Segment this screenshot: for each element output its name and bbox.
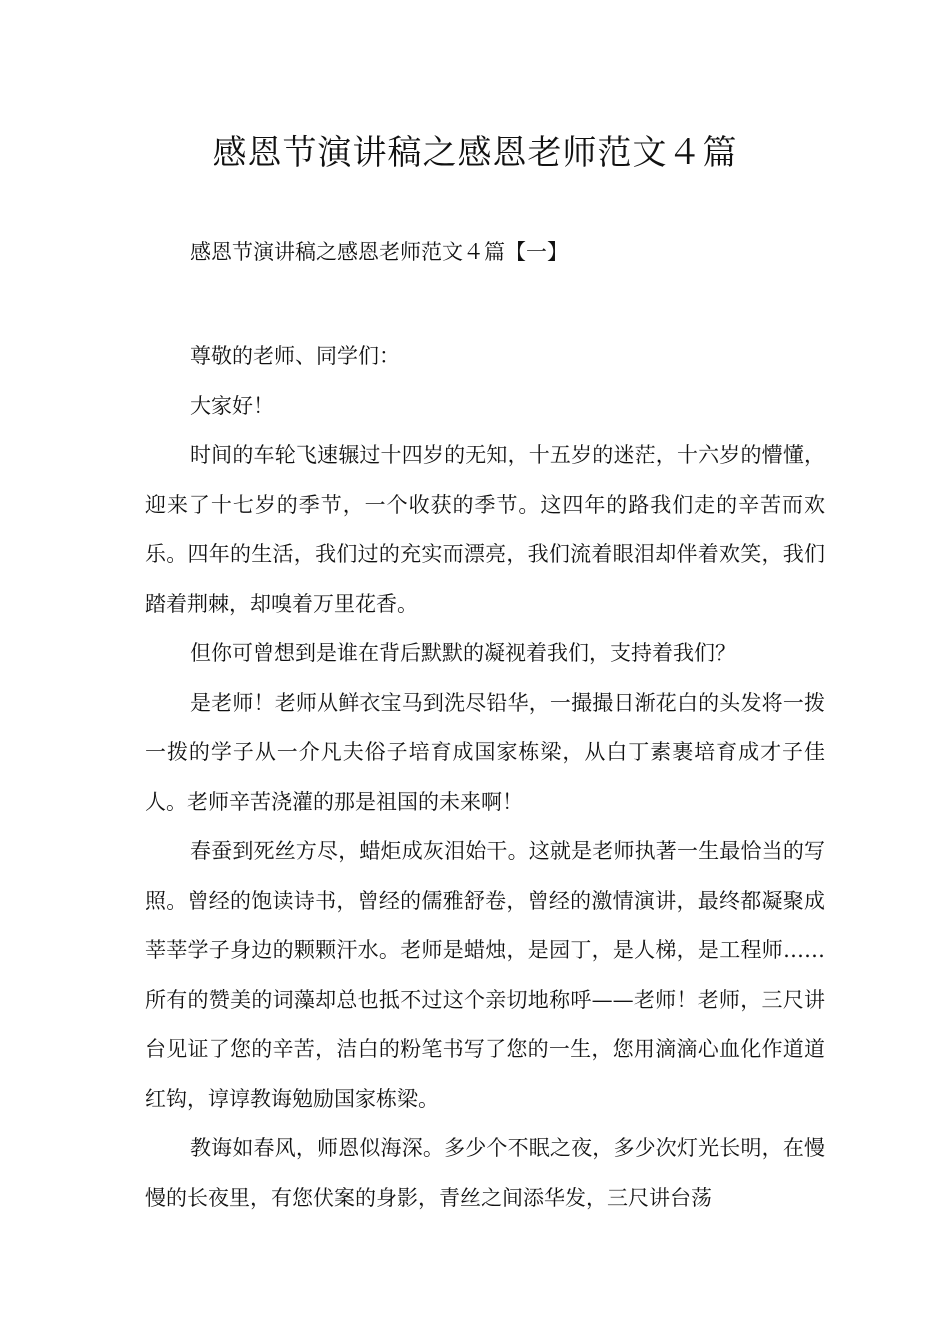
document-title: 感恩节演讲稿之感恩老师范文４篇: [212, 133, 738, 173]
paragraph: 教诲如春风，师恩似海深。多少个不眠之夜，多少次灯光长明，在慢慢的长夜里，有您伏案的身影，青丝之间添华发，三尺讲台荡: [145, 1136, 825, 1210]
document-body: [145, 332, 825, 1223]
paragraph: 但你可曾想到是谁在背后默默的凝视着我们，支持着我们？: [190, 641, 736, 665]
paragraph-greeting: 尊敬的老师、同学们：: [190, 344, 400, 368]
paragraph: 是老师！老师从鲜衣宝马到洗尽铅华，一撮撮日渐花白的头发将一拨一拨的学子从一介凡夫俗子培育成国家栋梁，从白丁素裹培育成才子佳人。老师辛苦浇灌的那是祖国的未来啊！: [145, 690, 825, 814]
paragraph: 春蚕到死丝方尽，蜡炬成灰泪始干。这就是老师执著一生最恰当的写照。曾经的饱读诗书，曾经的儒雅舒卷，曾经的激情演讲，最终都凝聚成莘莘学子身边的颗颗汗水。老师是蜡烛，是园丁，是人梯，是工程师……所有的赞美的词藻却总也抵不过这个亲切地称呼——老师！老师，三尺讲台见证了您的辛苦，洁白的粉笔书写了您的一生，您用滴滴心血化作道道红钩，谆谆教诲勉励国家栋梁。: [145, 839, 825, 1111]
paragraph-hello: 大家好！: [190, 393, 274, 418]
paragraph: 时间的车轮飞速辗过十四岁的无知，十五岁的迷茫，十六岁的懵懂，迎来了十七岁的季节，一个收获的季节。这四年的路我们走的辛苦而欢乐。四年的生活，我们过的充实而漂亮，我们流着眼泪却伴着欢笑，我们踏着荆棘，却嗅着万里花香。: [145, 443, 825, 616]
section-heading: 感恩节演讲稿之感恩老师范文４篇【一】: [190, 240, 568, 264]
